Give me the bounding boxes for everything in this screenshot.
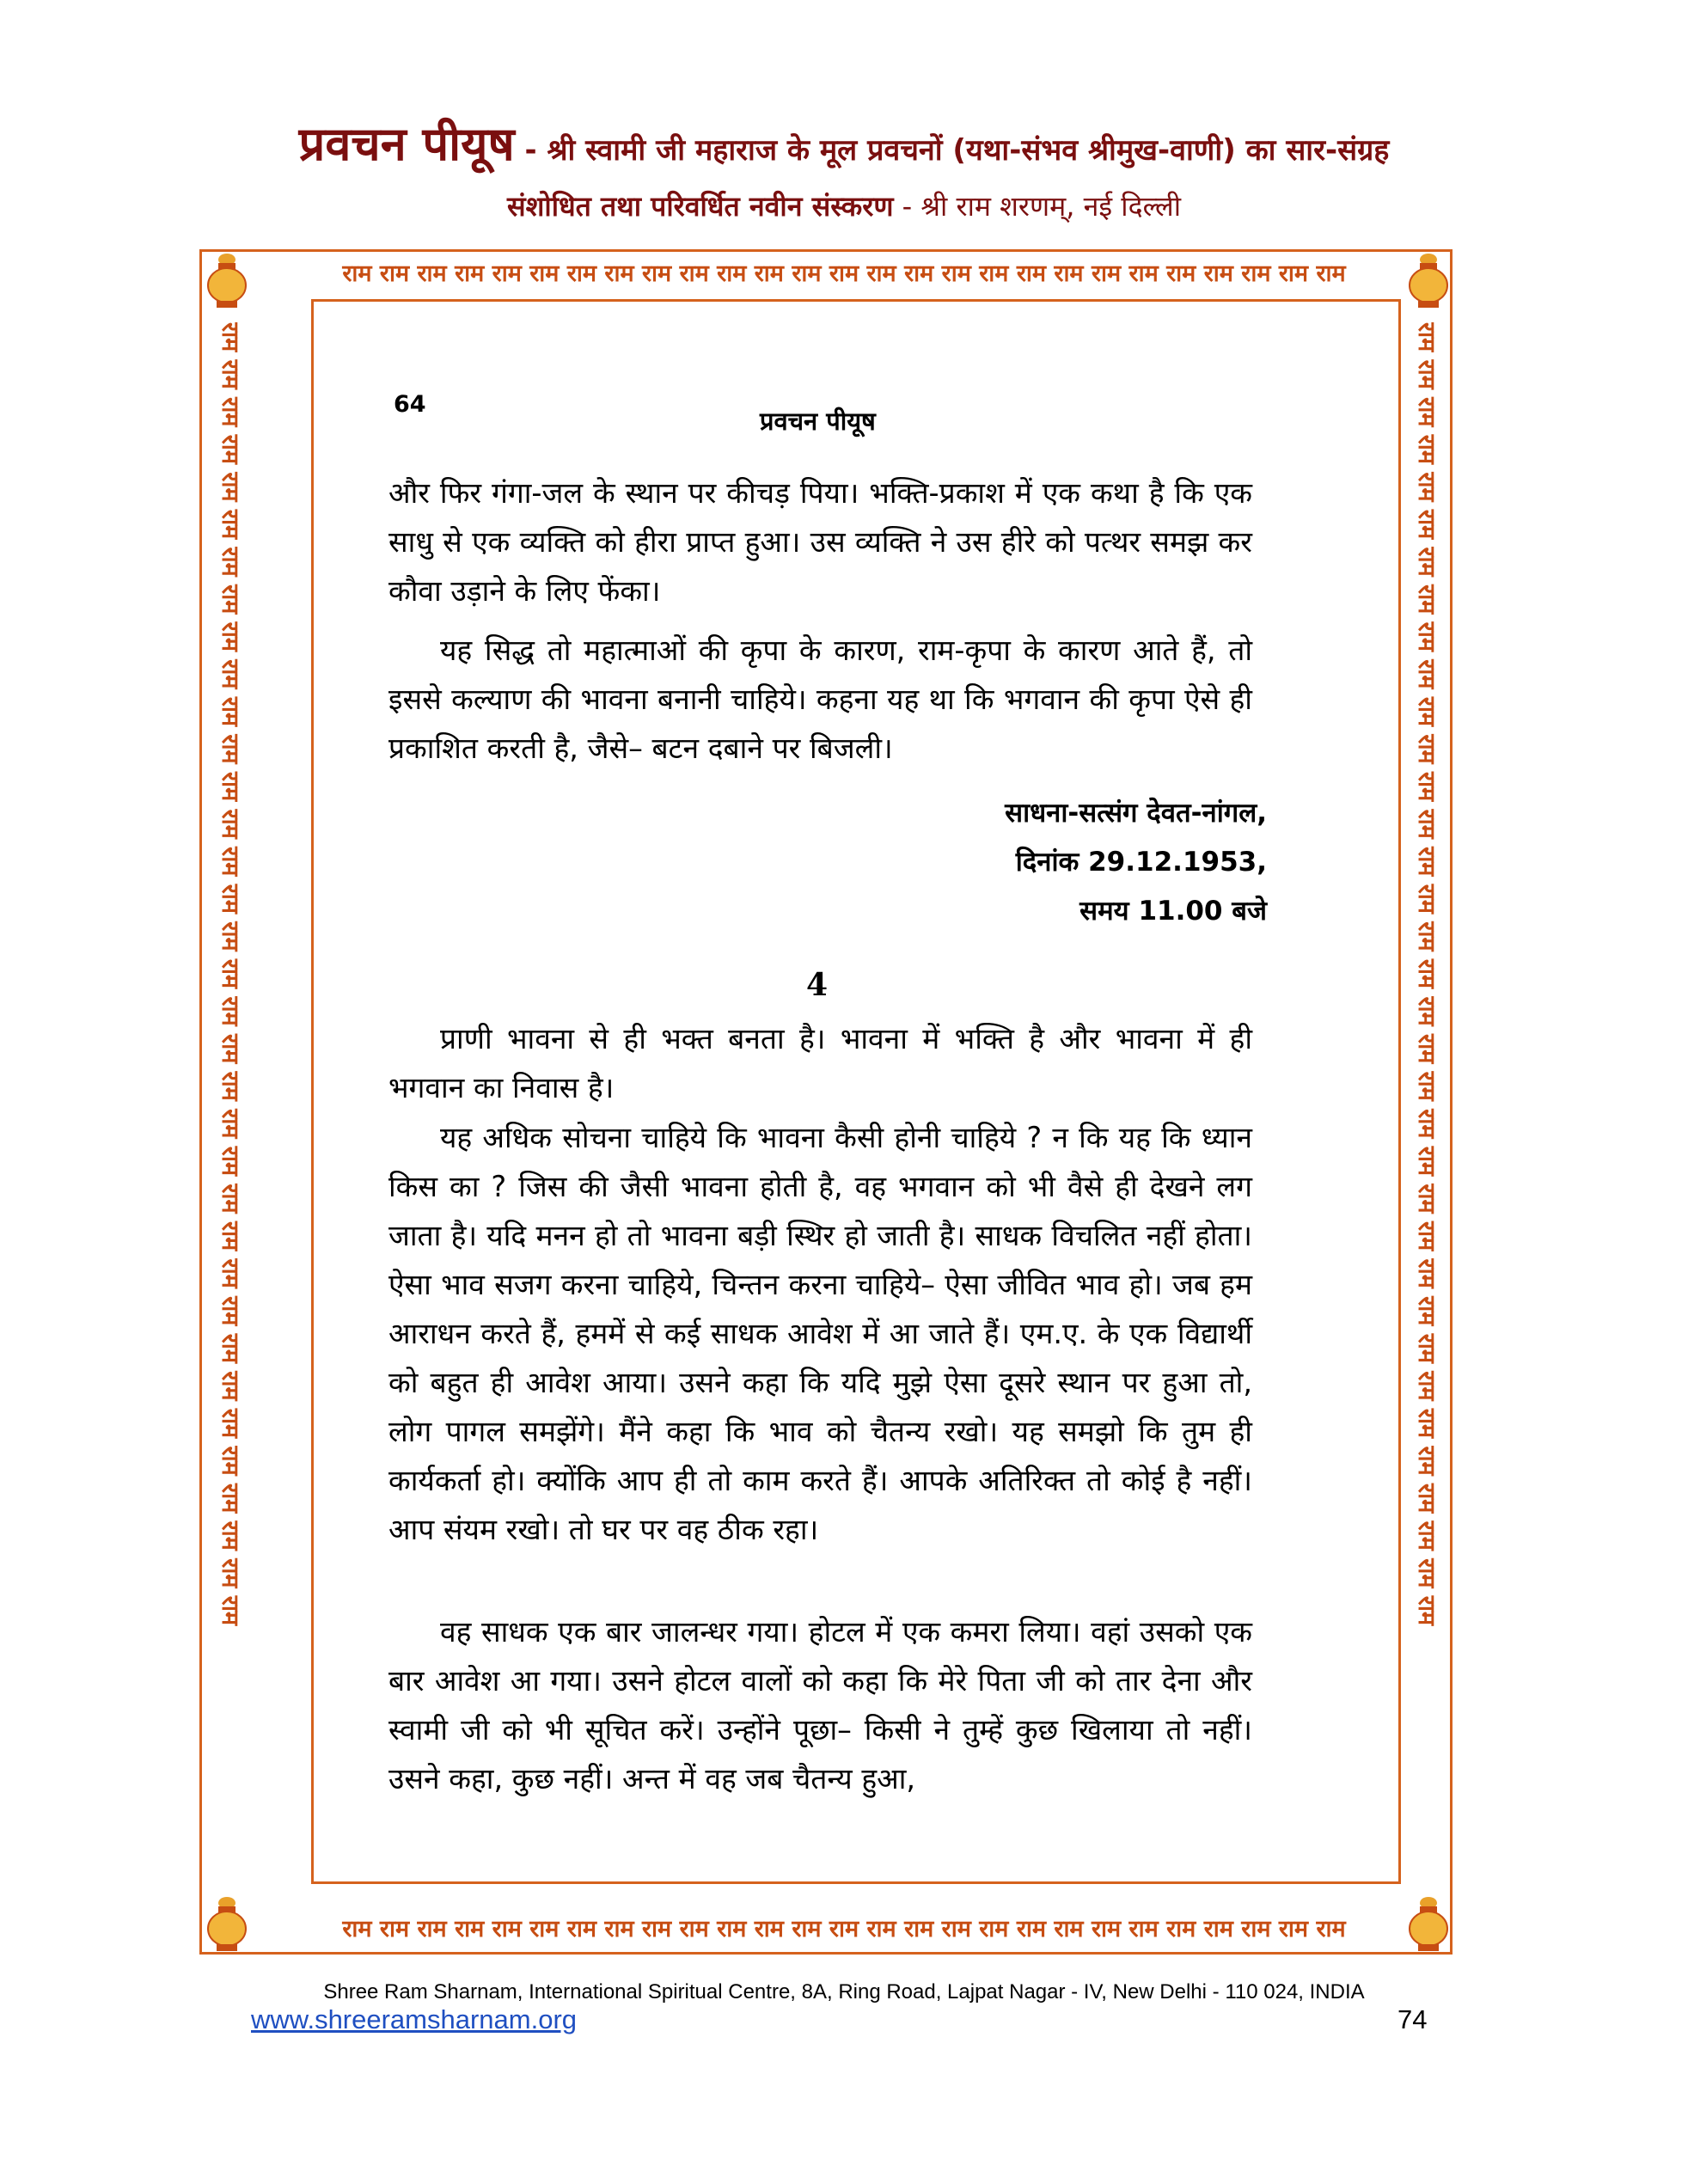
running-title: प्रवचन पीयूष bbox=[760, 407, 876, 436]
ram-border-left: राम राम राम राम राम राम राम राम राम राम राम राम राम राम राम राम राम राम राम राम राम राम राम राम राम राम राम राम राम राम राम राम राम राम राम bbox=[217, 322, 243, 1625]
paragraph-3: प्राणी भावना से ही भक्त बनता है। भावना में भक्ति है और भावना में ही भगवान का निवास है। bbox=[388, 1022, 1252, 1104]
edition-label: संशोधित तथा परिवर्धित नवीन संस्करण bbox=[507, 190, 894, 223]
signature-line-1: साधना-सत्संग देवत-नांगल, bbox=[1005, 798, 1267, 829]
signature-line-2: दिनांक 29.12.1953, bbox=[1015, 847, 1267, 878]
kalash-icon bbox=[1404, 251, 1453, 309]
edition-line bbox=[0, 187, 1688, 224]
kalash-icon bbox=[203, 251, 251, 309]
footer-address: Shree Ram Sharnam, International Spiritual Centre, 8A, Ring Road, Lajpat Nagar - IV, New Delhi - 110 024, INDIA bbox=[323, 1980, 1365, 2004]
scan-page-number: 64 bbox=[394, 391, 426, 418]
signature-line-3: समय 11.00 बजे bbox=[1079, 896, 1267, 927]
paragraph-2: यह सिद्ध तो महात्माओं की कृपा के कारण, राम-कृपा के कारण आते हैं, तो इससे कल्याण की भावना बनानी चाहिये। कहना यह था कि भगवान की कृपा ऐसे ही प्रकाशित करती है, जैसे– बटन दबाने पर बिजली। bbox=[388, 633, 1252, 765]
ram-border-right: राम राम राम राम राम राम राम राम राम राम राम राम राम राम राम राम राम राम राम राम राम राम राम राम राम राम राम राम राम राम राम राम राम राम राम bbox=[1413, 322, 1440, 1625]
kalash-icon bbox=[1404, 1894, 1453, 1953]
kalash-icon bbox=[203, 1894, 251, 1953]
book-title: प्रवचन पीयूष bbox=[298, 117, 515, 171]
document-header-title bbox=[0, 110, 1688, 174]
paragraph-1: और फिर गंगा-जल के स्थान पर कीचड़ पिया। भक्ति-प्रकाश में एक कथा है कि एक साधु से एक व्यक्ति को हीरा प्राप्त हुआ। उस व्यक्ति ने उस हीरे को पत्थर समझ कर कौवा उड़ाने के लिए फेंका। bbox=[388, 476, 1252, 608]
paragraph-5: वह साधक एक बार जालन्धर गया। होटल में एक कमरा लिया। वहां उसको एक बार आवेश आ गया। उसने होटल वालों को कहा कि मेरे पिता जी को तार देना और स्वामी जी को भी सूचित करें। उन्होंने पूछा– किसी ने तुम्हें कुछ खिलाया तो नहीं। उसने कहा, कुछ नहीं। अन्त में वह जब चैतन्य हुआ, bbox=[388, 1615, 1252, 1796]
edition-publisher: - श्री राम शरणम्, नई दिल्ली bbox=[893, 190, 1181, 223]
website-link[interactable]: www.shreeramsharnam.org bbox=[251, 2004, 578, 2034]
section-number: 4 bbox=[806, 967, 829, 1003]
ram-border-top: राम राम राम राम राम राम राम राम राम राम राम राम राम राम राम राम राम राम राम राम राम राम राम राम राम राम राम bbox=[342, 260, 1346, 287]
paragraph-4: यह अधिक सोचना चाहिये कि भावना कैसी होनी चाहिये ? न कि यह कि ध्यान किस का ? जिस की जैसी भावना होती है, वह भगवान को भी वैसे ही देखने लग जाता है। यदि मनन हो तो भावना बड़ी स्थिर हो जाती है। साधक विचलित नहीं होता। ऐसा भाव सजग करना चाहिये, चिन्तन करना चाहिये– ऐसा जीवित भाव हो। जब हम आराधन करते हैं, हममें से कई साधक आवेश में आ जाते हैं। एम.ए. के एक विद्यार्थी को बहुत ही आवेश आया। उसने कहा कि यदि मुझे ऐसा दूसरे स्थान पर हुआ तो, लोग पागल समझेंगे। मैंने कहा कि भाव को चैतन्य रखो। यह समझो कि तुम ही कार्यकर्ता हो। क्योंकि आप ही तो काम करते हैं। आपके अतिरिक्त तो कोई है नहीं। आप संयम रखो। तो घर पर वह ठीक रहा। bbox=[388, 1121, 1252, 1546]
book-subtitle: - श्री स्वामी जी महाराज के मूल प्रवचनों (यथा-संभव श्रीमुख-वाणी) का सार-संग्रह bbox=[514, 133, 1390, 168]
ram-border-bottom: राम राम राम राम राम राम राम राम राम राम राम राम राम राम राम राम राम राम राम राम राम राम राम राम राम राम राम bbox=[342, 1916, 1346, 1942]
footer-page-number: 74 bbox=[1397, 2004, 1428, 2034]
